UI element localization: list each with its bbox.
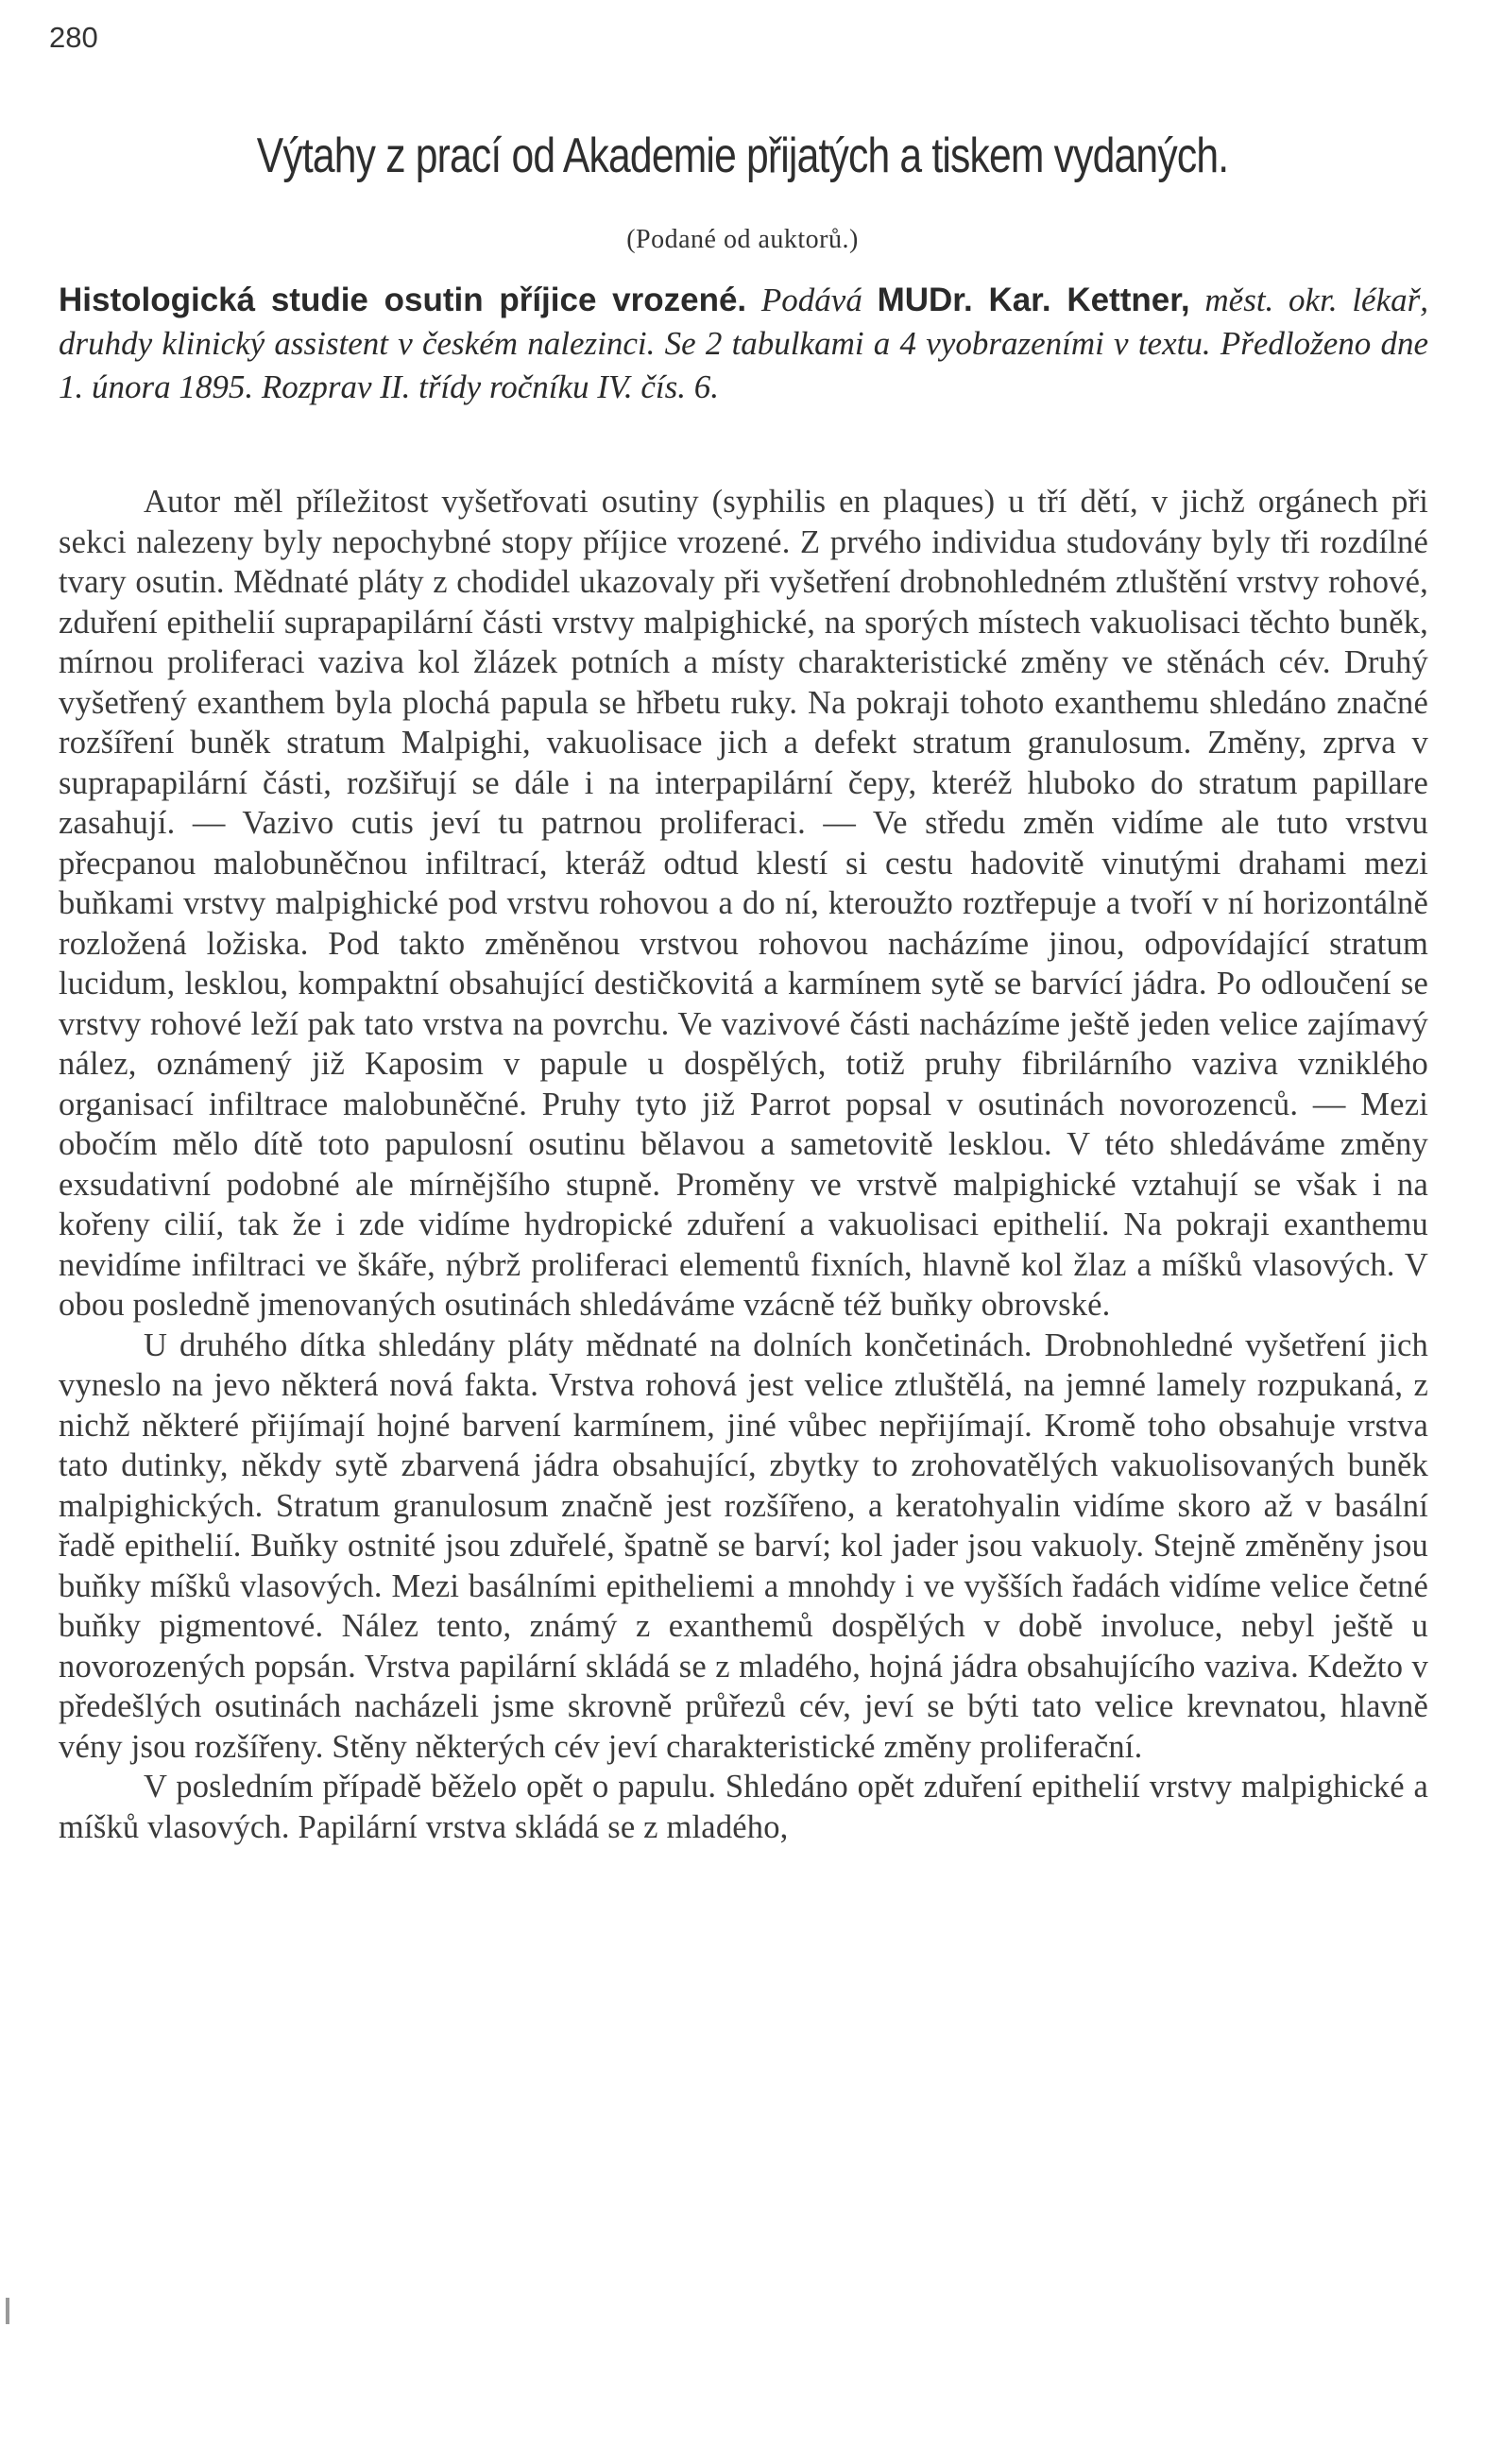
page-title: Výtahy z prací od Akademie přijatých a tiskem vydaných. bbox=[256, 128, 1229, 183]
article-heading bbox=[59, 279, 1428, 409]
author-name: MUDr. Kar. Kettner, bbox=[877, 282, 1190, 318]
paragraph-2: U druhého dítka shledány pláty mědnaté na dolních končetinách. Drobnohledné vyšetření jich vyneslo na jevo některá nová fakta. Vrstva rohová jest velice ztluštělá, na jemné lamely rozpukaná, z nichž některé přijímají hojné barvení karmínem, jiné vůbec nepřijímají. Kromě toho obsahuje vrstva tato dutinky, někdy sytě zbarvená jádra obsahující, zbytky to zrohovatělých vakuolisovaných buněk malpighických. Stratum granulosum značně jest rozšířeno, a keratohyalin vidíme skoro až v basální řadě epithelií. Buňky ostnité jsou zduřelé, špatně se barví; kol jader jsou vakuoly. Stejně změněny jsou buňky míšků vlasových. Mezi basálními epitheliemi a mnohdy i ve vyšších řadách vidíme velice četné buňky pigmentové. Nález tento, známý z exanthemů dospělých v době involuce, nebyl ještě u novorozených popsán. Vrstva papilární skládá se z mladého, hojná jádra obsahujícího vaziva. Kdežto v předešlých osutinách nacházeli jsme skrovně průřezů cév, jeví se býti tato velice krevnatou, hlavně vény jsou rozšířeny. Stěny některých cév jeví charakteristické změny proliferační. bbox=[59, 1326, 1428, 1765]
author-intro: Podává bbox=[746, 282, 878, 318]
paragraph-1: Autor měl příležitost vyšetřovati osutiny (syphilis en plaques) u tří dětí, v jichž orgánech při sekci nalezeny byly nepochybné stopy příjice vrozené. Z prvého individua studovány byly tři rozdílné tvary osutin. Mědnaté pláty z chodidel ukazovaly při vyšetření drobnohledném ztluštění vrstvy rohové, zduření epithelií suprapapilární části vrstvy malpighické, na sporých místech vakuolisaci těchto buněk, mírnou proliferaci vaziva kol žlázek potních a místy charakteristické změny ve stěnách cév. Druhý vyšetřený exanthem byla plochá papula se hřbetu ruky. Na pokraji tohoto exanthemu shledáno značné rozšíření buněk stratum Malpighi, vakuolisace jich a defekt stratum granulosum. Změny, zprva v suprapapilární části, rozšiřují se dále i na interpapilární čepy, kteréž hluboko do stratum papillare zasahují. — Vazivo cutis jeví tu patrnou proliferaci. — Ve středu změn vidíme ale tuto vrstvu přecpanou malobuněčnou infiltrací, kteráž odtud klestí si cestu hadovitě vinutými drahami mezi buňkami vrstvy malpighické pod vrstvu rohovou a do ní, kteroužto roztřepuje a tvoří v ní horizontálně rozložená ložiska. Pod takto změněnou vrstvou rohovou nacházíme jinou, odpovídající stratum lucidum, lesklou, kompaktní obsahující destičkovitá a karmínem sytě se barvící jádra. Po odloučení se vrstvy rohové leží pak tato vrstva na povrchu. Ve vazivové části nacházíme ještě jeden velice zajímavý nález, oznámený již Kaposim v papule u dospělých, totiž pruhy fibrilárního vaziva vzniklého organisací infiltrace malobuněčné. Pruhy tyto již Parrot popsal v osutinách novorozenců. — Mezi obočím mělo dítě toto papulosní osutinu bělavou a sametovitě lesklou. V této shledáváme změny exsudativní podobné ale mírnějšího stupně. Proměny ve vrstvě malpighické vztahují se však i na kořeny cilií, tak že i zde vidíme hydropické zduření a vakuolisaci epithelií. Na pokraji exanthemu nevidíme infiltraci ve škáře, nýbrž proliferaci elementů fixních, hlavně kol žlaz a míšků vlasových. V obou posledně jmenovaných osutinách shledáváme vzácně též buňky obrovské. bbox=[59, 484, 1428, 1323]
page-number: 280 bbox=[49, 21, 98, 54]
margin-mark bbox=[6, 2298, 9, 2324]
article-title: Histologická studie osutin příjice vrozené. bbox=[59, 282, 747, 318]
paragraph-3: V posledním případě běželo opět o papulu. Shledáno opět zduření epithelií vrstvy malpighické a míšků vlasových. Papilární vrstva skládá se z mladého, bbox=[59, 1769, 1428, 1845]
article-body bbox=[59, 482, 1428, 1847]
page-subtitle: (Podané od auktorů.) bbox=[626, 225, 859, 254]
author-details: měst. okr. lékař, druhdy klinický assistent v českém nalezinci. Se 2 tabulkami a 4 vyobrazeními v textu. Předloženo dne 1. února 1895. Rozprav II. třídy ročníku IV. čís. 6. bbox=[59, 282, 1428, 405]
